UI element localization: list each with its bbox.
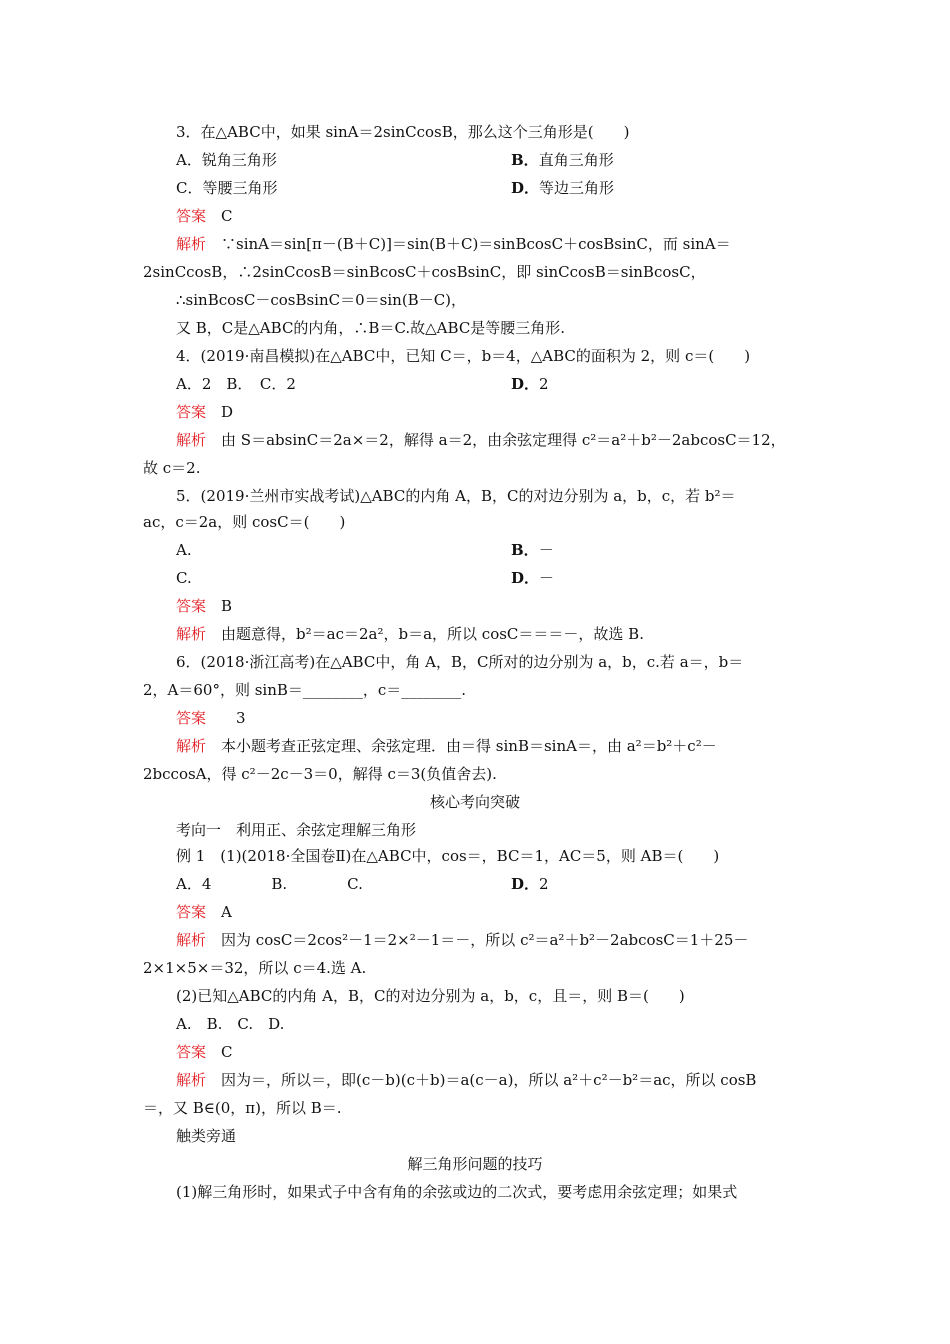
answer-label: 答案 [176,597,207,615]
example-1-part-2-stem: (2)已知△ABC的内角 A，B，C的对边分别为 a，b，c，且＝，则 B＝( ) [176,987,685,1005]
q6-solution-line-1 [176,736,717,756]
ex1-option-d [511,874,549,894]
solution-label: 解析 [176,1071,207,1089]
answer-label: 答案 [176,1043,207,1061]
q5-option-b [511,540,554,560]
q3-option-a: A．锐角三角形 [176,151,277,169]
ex1-option-d-text: 2 [539,875,549,893]
q4-answer [176,402,233,422]
q3-solution-line-1 [176,234,731,254]
q6-solution-line-2: 2bccosA，得 c²－2c－3＝0，解得 c＝3(负值舍去). [143,765,497,783]
solution-label: 解析 [176,431,207,449]
solution-text: 由 S＝absinC＝2a×＝2，解得 a＝2，由余弦定理得 c²＝a²＋b²－2abcosC＝12， [221,431,786,449]
q3-option-b [511,150,614,170]
q3-solution-line-4: 又 B，C是△ABC的内角，∴B＝C.故△ABC是等腰三角形. [176,319,566,337]
solution-text: ∵sinA＝sin[π－(B＋C)]＝sin(B＋C)＝sinBcosC＋cosBsinC，而 sinA＝ [221,235,731,253]
solution-text: 由题意得，b²＝ac＝2a²，b＝a，所以 cosC＝＝＝－，故选 B. [221,625,644,643]
ex2-answer [176,1042,233,1062]
section-heading: 核心考向突破 [429,793,520,811]
q3-answer [176,206,233,226]
solution-label: 解析 [176,235,207,253]
solution-label: 解析 [176,625,207,643]
q3-option-c: C．等腰三角形 [176,179,278,197]
tips-paragraph-1: (1)解三角形时，如果式子中含有角的余弦或边的二次式，要考虑用余弦定理；如果式 [176,1183,738,1201]
ex1-solution-line-2: 2×1×5×＝32，所以 c＝4.选 A. [143,959,367,977]
q3-option-b-letter: B． [511,151,539,169]
ex2-solution-line-1 [176,1070,756,1090]
q5-option-d-text: － [539,569,555,587]
solution-text: 因为 cosC＝2cos²－1＝2×²－1＝－，所以 c²＝a²＋b²－2abcosC＝1＋25－ [221,931,749,949]
q4-option-d-text: 2 [539,375,549,393]
answer-value: C [221,207,233,225]
answer-value: A [221,903,232,921]
tips-title: 解三角形问题的技巧 [407,1155,543,1173]
q5-option-d [511,568,554,588]
q5-answer [176,596,232,616]
q5-solution-line-1 [176,624,644,644]
q5-option-a: A. [176,541,192,559]
q3-option-d-letter: D． [511,179,540,197]
answer-label: 答案 [176,403,207,421]
topic-heading: 考向一 利用正、余弦定理解三角形 [176,821,417,839]
answer-value: B [221,597,233,615]
q3-option-b-text: 直角三角形 [538,151,614,169]
q5-option-d-letter: D． [511,569,540,587]
q5-option-c: C. [176,569,192,587]
question-6-stem-line-2: 2，A＝60°，则 sinB＝________，c＝________. [143,681,467,699]
q3-option-d [511,178,614,198]
q3-option-d-text: 等边三角形 [539,179,615,197]
q6-answer [176,708,246,728]
example-1-part-1-stem: 例 1 (1)(2018·全国卷Ⅱ)在△ABC中，cos＝，BC＝1，AC＝5，则 AB＝( ) [176,847,720,865]
question-3-stem: 3．在△ABC中，如果 sinA＝2sinCcosB，那么这个三角形是( ) [176,123,630,141]
question-6-stem-line-1: 6．(2018·浙江高考)在△ABC中，角 A，B，C所对的边分别为 a，b，c.若 a＝，b＝ [176,653,744,671]
chulei-pangtong-heading: 触类旁通 [176,1127,237,1145]
q4-solution-line-1 [176,430,786,450]
ex1-option-d-letter: D． [511,875,540,893]
q3-solution-line-2: 2sinCcosB，∴2sinCcosB＝sinBcosC＋cosBsinC，即 sinCcosB＝sinBcosC， [143,263,706,281]
answer-value: D [221,403,234,421]
q5-option-b-letter: B． [511,541,539,559]
q4-option-d-letter: D． [511,375,540,393]
question-4-stem: 4．(2019·南昌模拟)在△ABC中，已知 C＝，b＝4，△ABC的面积为 2，则 c＝( ) [176,347,751,365]
question-5-stem-line-2: ac，c＝2a，则 cosC＝( ) [143,513,346,531]
answer-label: 答案 [176,709,207,727]
ex2-solution-line-2: ＝，又 B∈(0，π)，所以 B＝. [143,1099,342,1117]
answer-value: C [221,1043,233,1061]
answer-value: 3 [236,709,246,727]
solution-label: 解析 [176,931,207,949]
ex1-options-abc: A．4 B. C. [176,875,363,893]
solution-text: 因为＝，所以＝，即(c－b)(c＋b)＝a(c－a)，所以 a²＋c²－b²＝ac，所以 cosB [221,1071,757,1089]
q4-options-abc: A．2 B． C．2 [176,375,296,393]
q4-solution-line-2: 故 c＝2. [143,459,201,477]
solution-text: 本小题考查正弦定理、余弦定理．由＝得 sinB＝sinA＝，由 a²＝b²＋c²－ [221,737,717,755]
q4-option-d [511,374,549,394]
solution-label: 解析 [176,737,207,755]
ex1-solution-line-1 [176,930,748,950]
question-5-stem-line-1: 5．(2019·兰州市实战考试)△ABC的内角 A，B，C的对边分别为 a，b，c，若 b²＝ [176,487,736,505]
ex2-options: A. B. C. D. [176,1015,285,1033]
q3-solution-line-3: ∴sinBcosC－cosBsinC＝0＝sin(B－C)， [176,291,467,309]
ex1-answer [176,902,232,922]
answer-label: 答案 [176,903,207,921]
q5-option-b-text: － [538,541,554,559]
answer-label: 答案 [176,207,207,225]
